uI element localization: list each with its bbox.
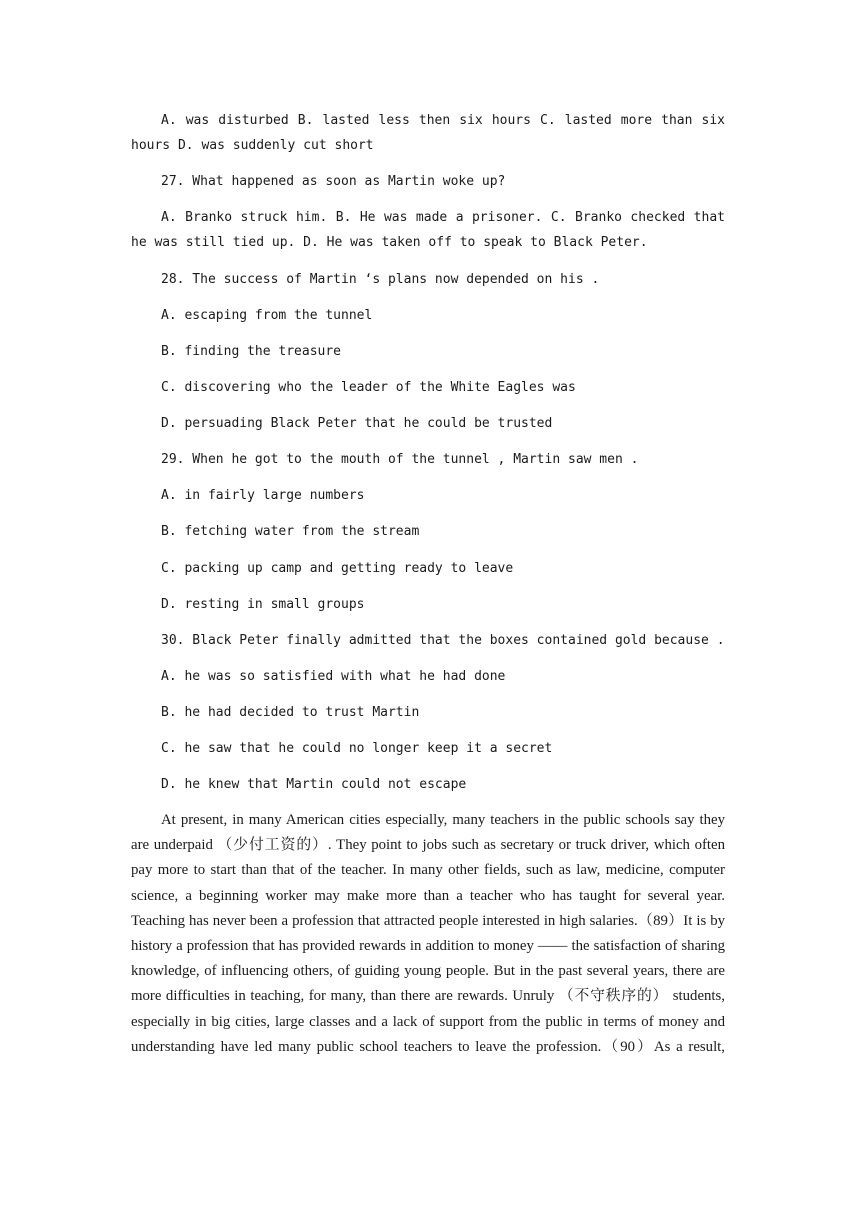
q28-option-a: A. escaping from the tunnel [161,308,373,323]
q26-options: A. was disturbed B. lasted less then six hours C. lasted more than six hours D. was suddenly cut short [131,113,725,153]
reading-passage: At present, in many American cities especially, many teachers in the public schools say they are underpaid （少付工资的）. They point to jobs such as secretary or truck driver, which often pay more to start than that of the teacher. In many other fields, such as law, medicine, computer science, a beginning worker may make more than a teacher who has taught for several year. Teaching has never been a profession that attracted people interested in high salaries.（89）It is by history a profession that has provided rewards in addition to money —— the satisfaction of sharing knowledge, of influencing others, of guiding young people. But in the past several years, there are more difficulties in teaching, for many, than there are rewards. Unruly （不守秩序的） students, especially in big cities, large classes and a lack of support from the public in terms of money and understanding have led many public school teachers to leave the profession.（90）As a result, [131,812,725,1055]
q28-option-c: C. discovering who the leader of the White Eagles was [161,380,576,395]
q30-option-b: B. he had decided to trust Martin [161,705,420,720]
q29-option-d: D. resting in small groups [161,597,365,612]
question-27: 27. What happened as soon as Martin woke up? [161,174,506,189]
question-28: 28. The success of Martin ‘s plans now depended on his . [161,272,600,287]
question-30: 30. Black Peter finally admitted that the boxes contained gold because . [161,633,725,648]
q27-options: A. Branko struck him. B. He was made a prisoner. C. Branko checked that he was still tied up. D. He was taken off to speak to Black Peter. [131,210,725,250]
q29-option-a: A. in fairly large numbers [161,488,365,503]
q30-option-a: A. he was so satisfied with what he had done [161,669,506,684]
q28-option-d: D. persuading Black Peter that he could be trusted [161,416,553,431]
q29-option-b: B. fetching water from the stream [161,524,420,539]
q30-option-c: C. he saw that he could no longer keep it a secret [161,741,553,756]
question-29: 29. When he got to the mouth of the tunnel , Martin saw men . [161,452,639,467]
q28-option-b: B. finding the treasure [161,344,342,359]
q30-option-d: D. he knew that Martin could not escape [161,777,467,792]
q29-option-c: C. packing up camp and getting ready to leave [161,561,514,576]
